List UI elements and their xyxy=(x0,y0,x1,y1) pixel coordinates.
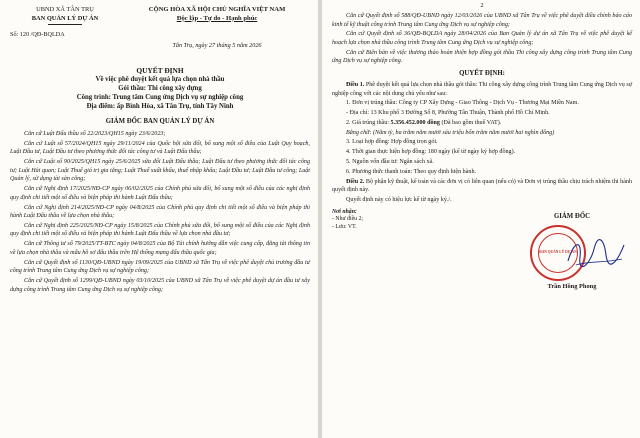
nation-line-1: CỘNG HÒA XÃ HỘI CHỦ NGHĨA VIỆT NAM xyxy=(148,6,286,13)
project-location: Địa điểm: ấp Bình Hòa, xã Tân Trụ, tỉnh Tây Ninh xyxy=(86,103,234,110)
agency-line-1: UBND XÃ TÂN TRỤ xyxy=(36,6,94,13)
recipients xyxy=(332,209,363,232)
legal-basis-item: Căn cứ Quyết định số 1130/QĐ-UBND ngày 19/09/2025 của UBND xã Tân Trụ về việc phê duyệt chủ trương đầu tư công trình Trung tâm Cung ứng Dịch vụ sự nghiệp công; xyxy=(10,259,310,275)
contract-type: 3. Loại hợp đồng: Hợp đồng trọn gói. xyxy=(346,139,438,146)
article-1 xyxy=(332,81,632,98)
contract-duration: 4. Thời gian thực hiện hợp đồng: 180 ngày (kể từ ngày ký hợp đồng). xyxy=(346,149,516,156)
decision-title: QUYẾT ĐỊNH xyxy=(136,66,184,75)
signature-icon xyxy=(564,235,628,271)
signer-title: GIÁM ĐỐC xyxy=(553,212,591,220)
article-2-label: Điều 2. xyxy=(346,178,365,185)
legal-basis-item: Căn cứ Nghị định 225/2025/NĐ-CP ngày 15/8/2025 của Chính phủ sửa đổi, bổ sung một số điều của các Nghị định quy định chi tiết một số điều và biện pháp thi hành Luật Đấu thầu về lựa chọn nhà đầu tư; xyxy=(10,222,310,238)
agency-divider xyxy=(48,24,82,25)
article-2 xyxy=(332,178,632,195)
article-1-label: Điều 1. xyxy=(346,81,365,88)
article-1-text: Phê duyệt kết quả lựa chọn nhà thầu gói thầu: Thi công xây dựng công trình Trung tâm Cung ứng Dịch vụ sự nghiệp công với các nội dung chủ yếu như sau: xyxy=(332,81,633,97)
signature-block xyxy=(332,209,632,319)
effective-clause: Quyết định này có hiệu lực kể từ ngày ký./. xyxy=(346,196,452,203)
issuing-agency xyxy=(10,6,120,40)
seal-text: BAN QUẢN LÝ DỰ ÁN xyxy=(539,250,577,255)
legal-basis-item: Căn cứ Thông tư số 79/2025/TT-BTC ngày 04/8/2025 của Bộ Tài chính hướng dẫn việc cung cấp, đăng tải thông tin về lựa chọn nhà thầu và mẫu hồ sơ đấu thầu trên Hệ thống mạng đấu thầu quốc gia; xyxy=(10,241,310,256)
price-prefix: 2. Giá trúng thầu: xyxy=(346,119,391,126)
recipient-item: - Lưu: VT. xyxy=(332,223,357,230)
recipient-item: - Như điều 2; xyxy=(332,216,363,223)
winner-address: - Địa chỉ: 13 Khu phố 3 Đường Số 8, Phường Tân Thuận, Thành phố Hồ Chí Minh. xyxy=(346,110,550,117)
nation-line-2: Độc lập - Tự do - Hạnh phúc xyxy=(176,14,258,22)
document-header xyxy=(10,4,310,64)
decision-subject: Về việc phê duyệt kết quả lựa chọn nhà thầu xyxy=(95,76,225,83)
package-name: Gói thầu: Thi công xây dựng xyxy=(118,85,202,92)
page-number: 2 xyxy=(480,2,484,9)
article-2-text: Bộ phận kỹ thuật, kế toán và các đơn vị có liên quan (nếu có) và Đơn vị trúng thầu chịu trách nhiệm thi hành quyết định này. xyxy=(332,178,633,194)
payment-method: 6. Phương thức thanh toán: Theo quy định hiện hành. xyxy=(346,168,477,175)
document-date: Tân Trụ, ngày 27 tháng 5 năm 2026 xyxy=(172,42,262,49)
issuing-authority: GIÁM ĐỐC BAN QUẢN LÝ DỰ ÁN xyxy=(105,118,215,125)
legal-basis-item: Căn cứ Luật số 57/2024/QH15 ngày 29/11/2024 của Quốc hội sửa đổi, bổ sung một số điều của Luật Quy hoạch, Luật Đầu tư, Luật Đầu tư theo phương thức đối tác công tư và Luật Đấu thầu; xyxy=(10,140,310,156)
price-value: 5.356.452.000 đồng xyxy=(390,119,440,126)
decides-heading: QUYẾT ĐỊNH: xyxy=(459,69,505,77)
document-number: Số: 120 /QĐ-BQLDA xyxy=(10,31,65,38)
page-2 xyxy=(322,0,640,438)
legal-basis-item: Căn cứ Biên bản về việc thương thảo hoàn thiện hợp đồng gói thầu Thi công xây dựng công trình Trung tâm Cung ứng Dịch vụ sự nghiệp công. xyxy=(332,49,632,65)
project-name: Công trình: Trung tâm Cung ứng Dịch vụ sự nghiệp công xyxy=(76,94,244,101)
signer-name: Trần Hồng Phong xyxy=(547,282,597,290)
legal-basis-item: Căn cứ Quyết định số 1299/QĐ-UBND ngày 03/10/2025 của UBND xã Tân Trụ về việc phê duyệt dự án đầu tư xây dựng công trình Trung tâm Cung ứng Dịch vụ sự nghiệp công; xyxy=(10,278,310,293)
price-in-words: Bằng chữ: (Năm tỷ, ba trăm năm mươi sáu triệu bốn trăm năm mươi hai nghìn đồng) xyxy=(346,129,555,136)
national-motto xyxy=(122,6,312,23)
legal-basis-item: Căn cứ Quyết định số 36/QĐ-BQLDA ngày 28/04/2026 của Ban Quản lý dự án xã Tân Trụ về việc phê duyệt kế hoạch lựa chọn nhà thầu công trình Trung tâm Cung ứng Dịch vụ sự nghiệp công; xyxy=(332,31,632,46)
agency-line-2: BAN QUẢN LÝ DỰ ÁN xyxy=(31,14,99,22)
legal-basis-item: Căn cứ Quyết định số 588/QĐ-UBND ngày 12/03/2026 của UBND xã Tân Trụ về việc phê duyệt điều chỉnh báo cáo kinh tế kỹ thuật công trình Trung tâm Cung ứng Dịch vụ sự nghiệp công; xyxy=(332,13,632,28)
legal-basis-item: Căn cứ Nghị định 214/2025/NĐ-CP ngày 04/8/2025 của Chính phủ quy định chi tiết một số điều và biện pháp thi hành Luật Đấu thầu về lựa chọn nhà thầu; xyxy=(10,204,310,220)
recipients-title: Nơi nhận: xyxy=(332,208,357,215)
winning-price xyxy=(332,119,632,128)
funding-source: 5. Nguồn vốn đầu tư: Ngân sách xã. xyxy=(346,159,434,165)
price-suffix: (Đã bao gồm thuế VAT). xyxy=(439,119,502,126)
legal-basis-item: Căn cứ Nghị định 17/2025/NĐ-CP ngày 06/02/2025 của Chính phủ sửa đổi, bổ sung một số điều của các nghị định quy định chi tiết một số điều và biện pháp thi hành Luật Đấu thầu; xyxy=(10,186,310,201)
page-1 xyxy=(0,0,318,438)
legal-basis-item: Căn cứ Luật Đấu thầu số 22/2023/QH15 ngày 23/6/2023; xyxy=(24,131,166,137)
legal-basis-item: Căn cứ Luật số 90/2025/QH15 ngày 25/6/2025 sửa đổi Luật Đấu thầu; Luật Đầu tư theo phương thức đối tác công tư; Luật Hải quan; Luật Thuế giá trị gia tăng; Luật Thuế xuất khẩu, thuế nhập khẩu; Luật Đầu tư; Luật Đầu tư công; Luật Quản lý, sử dụng tài sản công; xyxy=(10,159,310,183)
winner-item: 1. Đơn vị trúng thầu: Công ty CP Xây Dựng - Giao Thông - Dịch Vụ - Thương Mại Miền Nam. xyxy=(346,100,579,107)
